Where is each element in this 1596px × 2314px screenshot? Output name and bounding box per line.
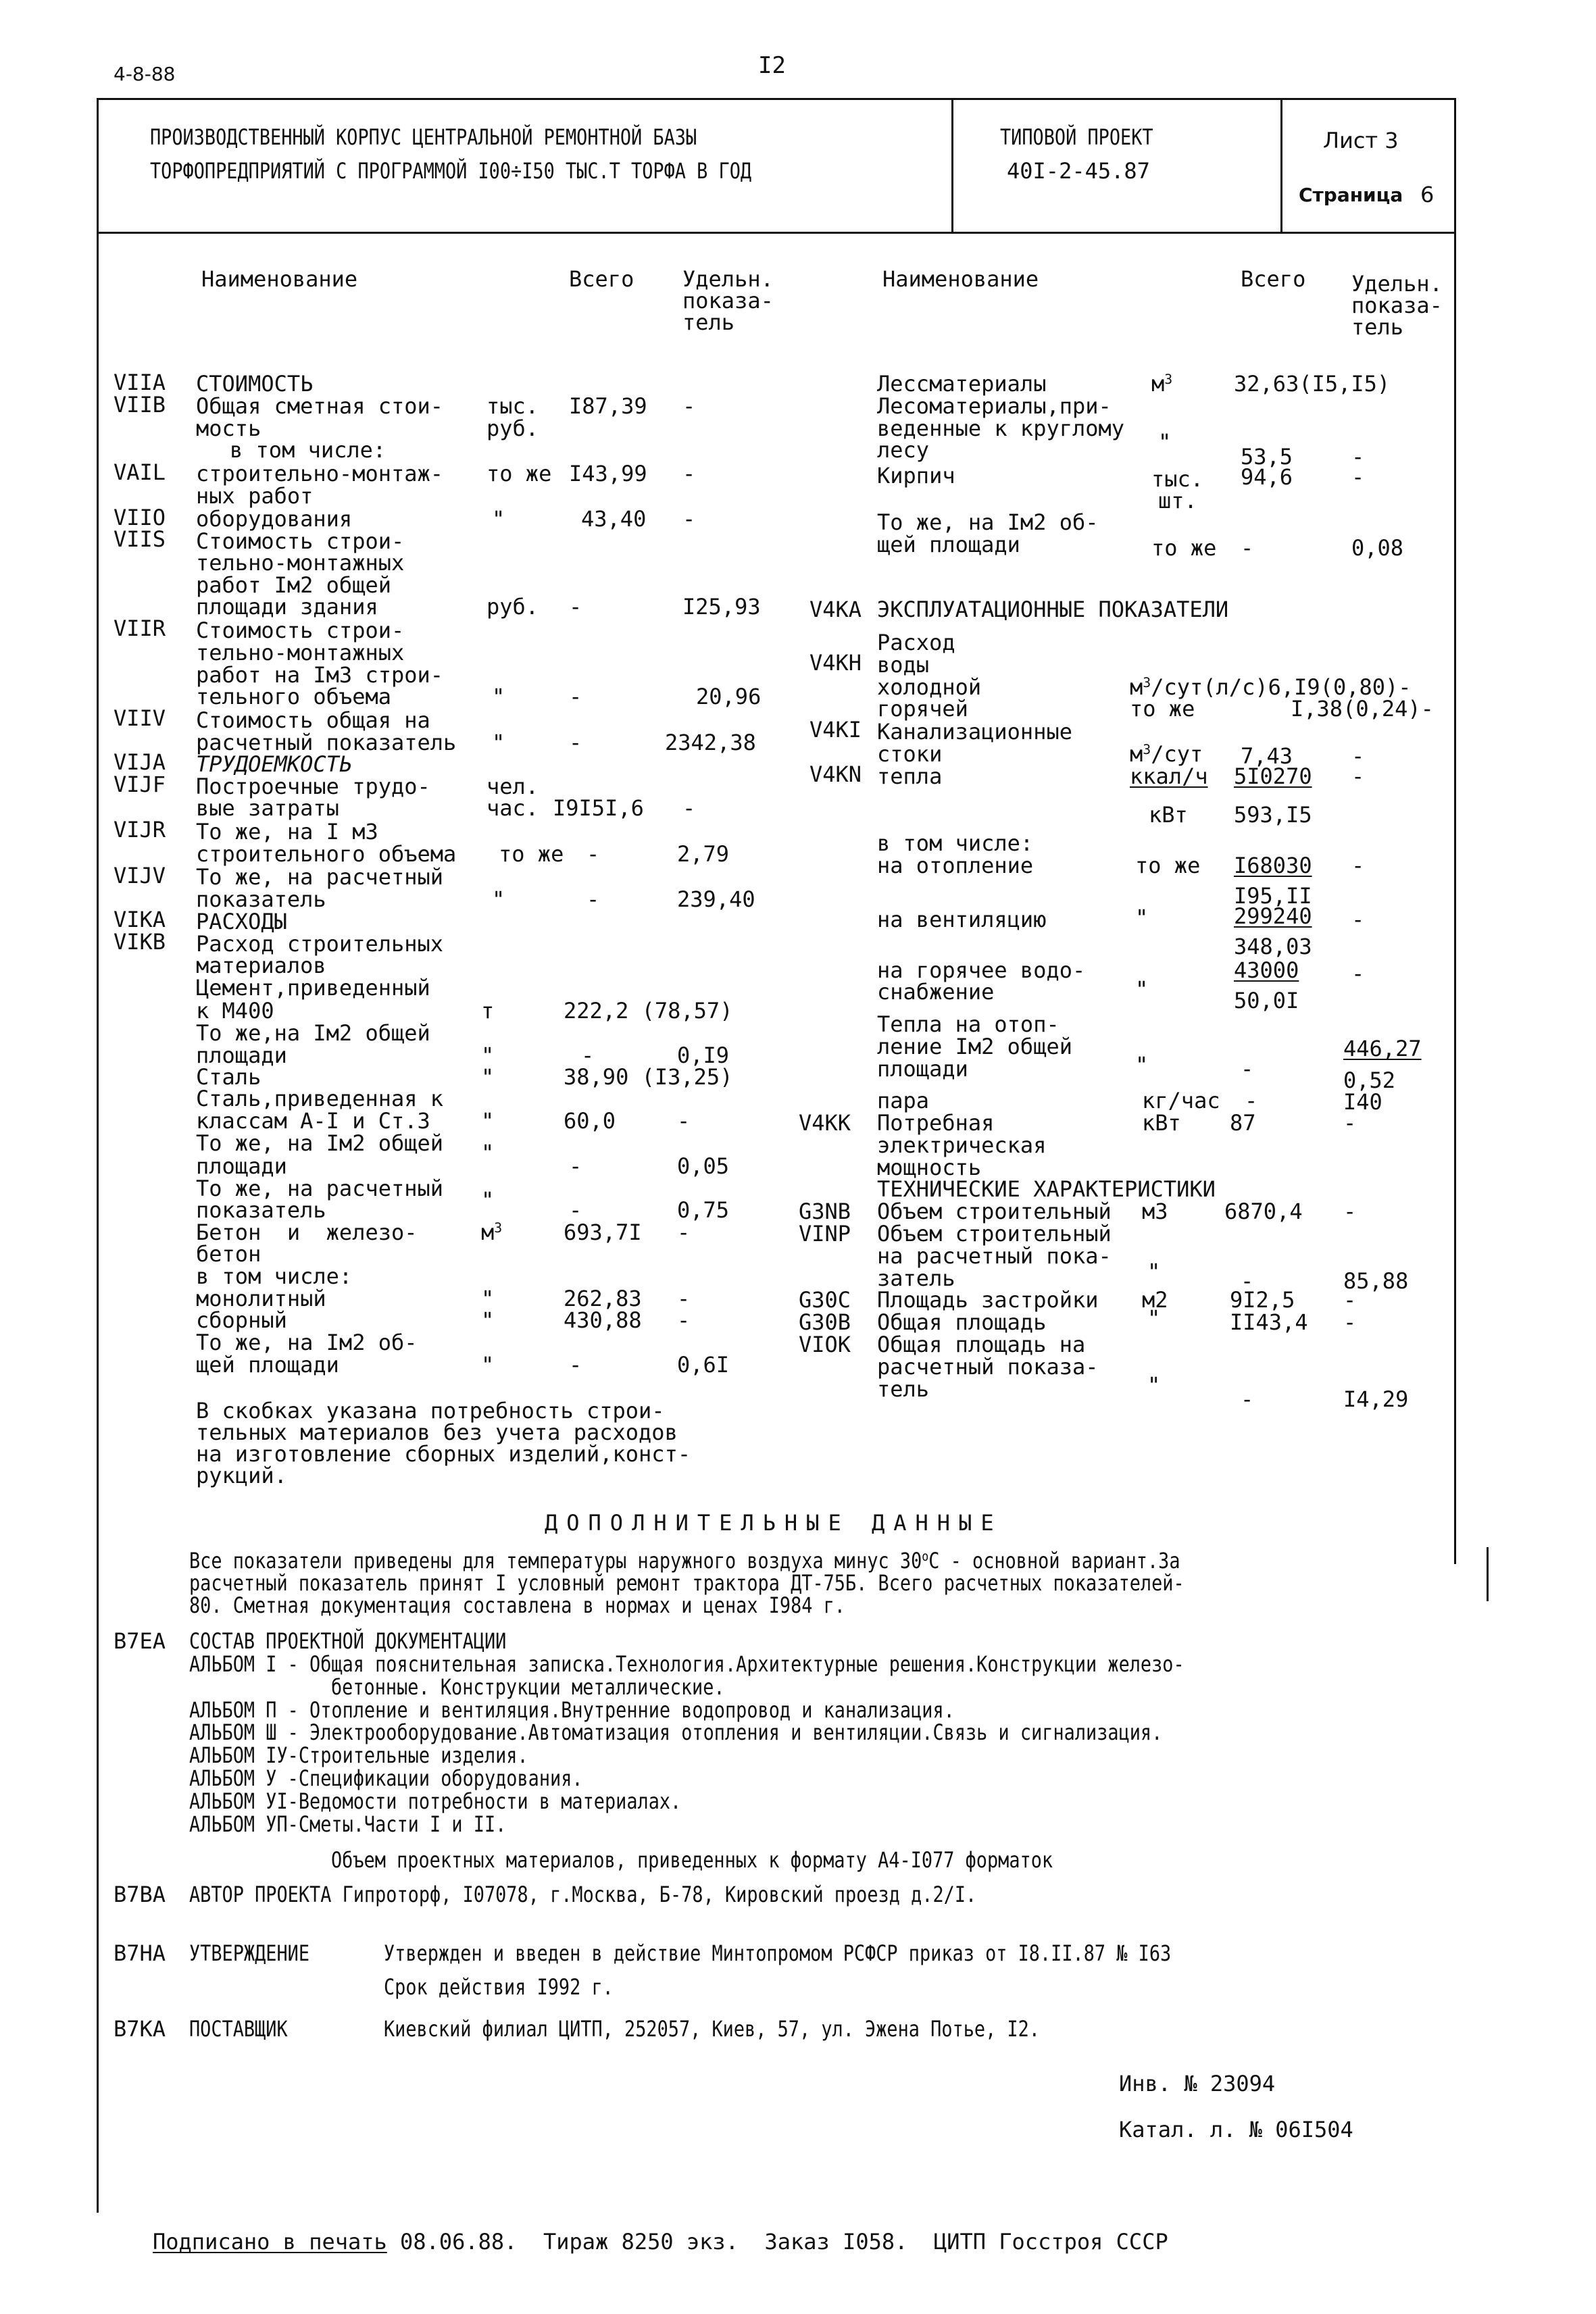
row-unit: " bbox=[1135, 1052, 1149, 1078]
row-total: - bbox=[569, 730, 582, 755]
row-total: 7,43 bbox=[1241, 743, 1293, 769]
row-specific: 0,I9 bbox=[677, 1042, 730, 1068]
col-name-left: Наименование bbox=[201, 266, 358, 292]
row-specific: 0,6I bbox=[677, 1352, 730, 1378]
row-label: РАСХОДЫ bbox=[196, 909, 287, 934]
row-code: VAIL bbox=[114, 459, 166, 485]
footnote-line: тельных материалов без учета расходов bbox=[196, 1419, 678, 1445]
row-total: 87 bbox=[1230, 1110, 1256, 1136]
row-unit: кг/час bbox=[1142, 1088, 1220, 1113]
row-unit: " bbox=[492, 886, 505, 912]
row-specific: - bbox=[677, 1108, 691, 1134]
row-label: площади bbox=[196, 1042, 287, 1068]
section-heading: ТЕХНИЧЕСКИЕ ХАРАКТЕРИСТИКИ bbox=[877, 1176, 1216, 1202]
row-label: площади bbox=[877, 1056, 968, 1082]
row-unit: " bbox=[481, 1042, 495, 1068]
row-code: VIJV bbox=[114, 863, 166, 888]
row-unit: кВт bbox=[1142, 1110, 1181, 1136]
row-label: щей площади bbox=[877, 532, 1020, 557]
paragraph-line: расчетный показатель принят I условный ремонт трактора ДТ-75Б. Всего расчетных показателей- bbox=[189, 1570, 1184, 1596]
frame-right bbox=[1454, 98, 1456, 1564]
row-specific: - bbox=[1343, 1309, 1357, 1335]
row-label: Кирпич bbox=[877, 463, 955, 488]
row-specific: - bbox=[1351, 444, 1365, 470]
row-label: тепла bbox=[877, 763, 943, 789]
unit-superscript: 3 bbox=[494, 1220, 503, 1236]
print-footer-signed: Подписано в печать bbox=[153, 2229, 387, 2255]
row-label: Стоимость строи- bbox=[196, 528, 405, 554]
row-code: VIJA bbox=[114, 749, 166, 775]
row-code: V4KH bbox=[809, 650, 862, 676]
row-label: ных работ bbox=[196, 483, 314, 509]
row-label: работ на Iм3 строи- bbox=[196, 662, 444, 688]
row-label: электрическая bbox=[877, 1132, 1047, 1158]
row-unit: " bbox=[492, 506, 505, 532]
row-specific: I4,29 bbox=[1343, 1386, 1409, 1412]
row-label: тельно-монтажных bbox=[196, 640, 405, 665]
row-label: снабжение bbox=[877, 979, 995, 1005]
row-total: - bbox=[1241, 535, 1254, 561]
row-specific: - bbox=[1343, 1287, 1357, 1313]
row-label: Общая сметная стои- bbox=[196, 393, 444, 419]
row-label: Общая площадь на bbox=[877, 1332, 1086, 1357]
row-unit: т bbox=[481, 998, 495, 1024]
row-label: Тепла на отоп- bbox=[877, 1011, 1059, 1037]
row-unit: то же bbox=[1135, 853, 1201, 878]
row-specific: - bbox=[1351, 853, 1365, 878]
page-value: 6 bbox=[1420, 182, 1435, 207]
volume-line: Объем проектных материалов, приведенных к формату А4-I077 форматок bbox=[331, 1847, 1053, 1873]
row-label: оборудования bbox=[196, 506, 353, 532]
page-number: I2 bbox=[758, 52, 786, 79]
row-total: 32,63(I5,I5) bbox=[1234, 371, 1391, 397]
row-unit: " bbox=[1158, 429, 1172, 455]
row-label: монолитный bbox=[196, 1286, 326, 1311]
row-total: I9I5I,6 bbox=[553, 795, 644, 821]
col-total-left: Всего bbox=[569, 266, 634, 292]
row-specific: 2,79 bbox=[677, 841, 730, 867]
row-specific: - bbox=[1351, 464, 1365, 490]
row-code: V4KK bbox=[799, 1110, 851, 1136]
row-specific: - bbox=[677, 1286, 691, 1311]
row-unit bbox=[481, 1219, 503, 1245]
row-label: тельно-монтажных bbox=[196, 550, 405, 576]
row-label: Объем строительный bbox=[877, 1199, 1112, 1224]
row-unit bbox=[1151, 373, 1172, 395]
row-specific: I25,93 bbox=[682, 594, 761, 620]
row-label: Расход bbox=[877, 630, 955, 655]
row-label: в том числе: bbox=[230, 437, 386, 463]
row-total: I68030 bbox=[1234, 853, 1312, 878]
row-total: 430,88 bbox=[564, 1307, 642, 1333]
row-code: VINP bbox=[799, 1221, 851, 1247]
row-label: вые затраты bbox=[196, 795, 339, 821]
row-total: 693,7I bbox=[564, 1219, 642, 1245]
row-unit: руб. bbox=[487, 594, 539, 620]
row-total: - bbox=[581, 1042, 595, 1068]
row-label: расчетный показатель bbox=[196, 730, 457, 755]
row-unit bbox=[1130, 743, 1203, 765]
row-label: мость bbox=[196, 416, 261, 441]
row-code: VIIS bbox=[114, 526, 166, 552]
section-title: ДОПОЛНИТЕЛЬНЫЕ ДАННЫЕ bbox=[545, 1510, 1003, 1536]
unit-superscript: 3 bbox=[1143, 675, 1151, 691]
row-label: Лесоматериалы,при- bbox=[877, 393, 1112, 419]
col-spec-left-1: Удельн. bbox=[682, 266, 774, 292]
title-line-2: ТОРФОПРЕДПРИЯТИЙ С ПРОГРАММОЙ I00÷I50 ТЫС.Т ТОРФА В ГОД bbox=[150, 158, 752, 184]
row-specific: 0,52 bbox=[1343, 1067, 1396, 1093]
row-label: лесу bbox=[877, 437, 930, 463]
unit-text: м bbox=[1130, 674, 1143, 700]
row-specific: - bbox=[677, 1219, 691, 1245]
row-label: Расход строительных bbox=[196, 931, 444, 957]
row-unit: тыс. bbox=[1151, 466, 1204, 492]
row-code: VIKB bbox=[114, 929, 166, 955]
row-label: затель bbox=[877, 1265, 955, 1291]
row-label: Сталь bbox=[196, 1064, 261, 1090]
row-label: холодной bbox=[877, 674, 982, 700]
row-code: G30B bbox=[799, 1309, 851, 1335]
album-line: АЛЬБОМ IУ-Строительные изделия. bbox=[189, 1742, 528, 1768]
row-code: VIIO bbox=[114, 505, 166, 530]
row-total: - bbox=[569, 1352, 582, 1378]
unit-text: м bbox=[1130, 741, 1143, 767]
row-unit: " bbox=[1135, 905, 1149, 930]
row-unit: " bbox=[481, 1140, 495, 1165]
row-label: бетон bbox=[196, 1241, 261, 1267]
row-specific: 0,08 bbox=[1351, 535, 1404, 561]
row-code: VIIA bbox=[114, 370, 166, 395]
row-label: работ Iм2 общей bbox=[196, 572, 391, 598]
row-specific: 446,27 bbox=[1343, 1036, 1422, 1061]
paragraph-text: С - основной вариант.За bbox=[928, 1548, 1180, 1574]
approval-line: Утвержден и введен в действие Минтопромом РСФСР приказ от I8.II.87 № I63 bbox=[384, 1940, 1172, 1966]
row-total: - bbox=[1245, 1088, 1258, 1113]
row-specific: - bbox=[1351, 907, 1365, 932]
row-code: VIJR bbox=[114, 817, 166, 842]
row-unit: шт. bbox=[1158, 488, 1197, 513]
row-unit: " bbox=[1147, 1305, 1161, 1331]
row-specific: 20,96 bbox=[696, 684, 762, 709]
row-unit: " bbox=[492, 684, 505, 709]
row-unit: то же bbox=[1151, 535, 1217, 561]
paragraph-line: 80. Сметная документация составлена в нормах и ценах I984 г. bbox=[189, 1592, 845, 1618]
row-unit: то же bbox=[487, 461, 552, 486]
row-label: материалов bbox=[196, 953, 326, 978]
title-line-1: ПРОИЗВОДСТВЕННЫЙ КОРПУС ЦЕНТРАЛЬНОЙ РЕМОНТНОЙ БАЗЫ bbox=[150, 124, 697, 150]
row-specific: - bbox=[682, 393, 696, 419]
row-label: тель bbox=[877, 1376, 930, 1402]
row-total: 9I2,5 bbox=[1230, 1287, 1295, 1313]
author-line: АВТОР ПРОЕКТА Гипроторф, I07078, г.Москва, Б-78, Кировский проезд д.2/I. bbox=[189, 1882, 977, 1907]
row-label: Потребная bbox=[877, 1110, 995, 1136]
row-unit: " bbox=[481, 1307, 495, 1333]
row-unit: кВт bbox=[1149, 802, 1188, 828]
row-code: VIIR bbox=[114, 615, 166, 641]
footnote-line: В скобках указана потребность строи- bbox=[196, 1398, 665, 1424]
project-number: 40I-2-45.87 bbox=[1007, 158, 1150, 184]
section-code: В7НА bbox=[114, 1940, 166, 1966]
section-heading: ПОСТАВЩИК bbox=[189, 2016, 288, 2042]
paragraph-text: Все показатели приведены для температуры наружного воздуха минус 30 bbox=[189, 1548, 922, 1574]
row-total: - bbox=[569, 684, 582, 709]
row-specific: - bbox=[1343, 1199, 1357, 1224]
frame-top bbox=[97, 98, 1456, 100]
row-label: к М400 bbox=[196, 998, 274, 1024]
row-unit: " bbox=[481, 1352, 495, 1378]
row-code: G30C bbox=[799, 1287, 851, 1313]
row-total: 5I0270 bbox=[1234, 763, 1312, 789]
row-total: - bbox=[1241, 1386, 1254, 1412]
footnote-line: рукций. bbox=[196, 1463, 287, 1488]
row-label: То же, на расчетный bbox=[196, 864, 444, 890]
footnote-line: на изготовление сборных изделий,конст- bbox=[196, 1441, 691, 1467]
row-label: Общая площадь bbox=[877, 1309, 1047, 1335]
row-label: на отопление bbox=[877, 853, 1034, 878]
margin-mark bbox=[1487, 1547, 1489, 1601]
row-label: Площадь застройки bbox=[877, 1287, 1099, 1313]
row-label: тельного объема bbox=[196, 684, 391, 709]
row-unit: " bbox=[481, 1286, 495, 1311]
row-unit: м3 bbox=[1142, 1199, 1168, 1224]
row-unit: " bbox=[492, 730, 505, 755]
row-label: Построечные трудо- bbox=[196, 774, 430, 799]
col-spec-right-3: тель bbox=[1351, 314, 1404, 340]
section-code: В7ЕА bbox=[114, 1628, 166, 1654]
row-specific: - bbox=[1343, 1110, 1357, 1136]
album-line: АЛЬБОМ УП-Сметы.Части I и II. bbox=[189, 1811, 507, 1837]
row-total: 43000 bbox=[1234, 957, 1299, 983]
row-label: Цемент,приведенный bbox=[196, 975, 430, 1001]
section-heading: ЭКСПЛУАТАЦИОННЫЕ ПОКАЗАТЕЛИ bbox=[877, 597, 1229, 622]
row-total: 94,6 bbox=[1241, 464, 1293, 490]
section-code: В7КА bbox=[114, 2016, 166, 2042]
row-label: расчетный показа- bbox=[877, 1354, 1099, 1380]
row-label: То же, на Iм2 об- bbox=[196, 1330, 418, 1355]
col-total-right: Всего bbox=[1241, 266, 1306, 292]
frame-left bbox=[97, 98, 99, 2213]
row-label: То же, на Iм2 общей bbox=[196, 1130, 444, 1156]
row-unit: " bbox=[481, 1064, 495, 1090]
col-spec-left-2: показа- bbox=[682, 288, 774, 313]
row-total: 38,90 (I3,25) bbox=[564, 1064, 733, 1090]
row-total: I95,II bbox=[1234, 883, 1312, 909]
project-label: ТИПОВОЙ ПРОЕКТ bbox=[1000, 124, 1153, 150]
section-heading: СОСТАВ ПРОЕКТНОЙ ДОКУМЕНТАЦИИ bbox=[189, 1628, 507, 1654]
row-label: ТРУДОЕМКОСТЬ bbox=[196, 751, 353, 777]
row-total: 593,I5 bbox=[1234, 802, 1312, 828]
row-unit: тыс. bbox=[487, 393, 539, 419]
row-unit: чел. bbox=[487, 774, 539, 799]
row-code: G3NB bbox=[799, 1199, 851, 1224]
album-line: АЛЬБОМ П - Отопление и вентиляция.Внутренние водопровод и канализация. bbox=[189, 1697, 955, 1723]
row-code: VIKA bbox=[114, 907, 166, 932]
album-line: АЛЬБОМ I - Общая пояснительная записка.Технология.Архитектурные решения.Конструкции железо- bbox=[189, 1651, 1184, 1677]
row-label: мощность bbox=[877, 1155, 982, 1180]
row-unit: " bbox=[1147, 1372, 1161, 1398]
row-specific: - bbox=[677, 1307, 691, 1333]
row-label: То же, на расчетный bbox=[196, 1176, 444, 1201]
row-unit: " bbox=[1135, 976, 1149, 1002]
frame-header-bottom bbox=[97, 232, 1456, 234]
row-total: 50,0I bbox=[1234, 988, 1299, 1013]
row-unit: то же bbox=[499, 841, 564, 867]
row-label: в том числе: bbox=[196, 1263, 353, 1289]
row-total: 222,2 (78,57) bbox=[564, 998, 733, 1024]
album-line: АЛЬБОМ У -Спецификации оборудования. bbox=[189, 1765, 583, 1791]
row-label: пара bbox=[877, 1088, 930, 1113]
print-footer-details: 08.06.88. Тираж 8250 экз. Заказ I058. ЦИТП Госстроя СССР bbox=[386, 2229, 1168, 2255]
row-label: ление Iм2 общей bbox=[877, 1034, 1072, 1059]
degree-superscript: о bbox=[922, 1549, 929, 1565]
doc-code: 4-8-88 bbox=[114, 63, 176, 85]
row-total: 348,03 bbox=[1234, 934, 1312, 959]
row-label: щей площади bbox=[196, 1352, 339, 1378]
print-footer bbox=[153, 2231, 1168, 2253]
row-total: - bbox=[587, 841, 600, 867]
row-label: строительного объема bbox=[196, 841, 457, 867]
sheet-number: Лист 3 bbox=[1323, 128, 1399, 153]
row-unit: то же bbox=[1130, 696, 1195, 722]
row-unit: " bbox=[481, 1108, 495, 1134]
row-unit: час. bbox=[487, 795, 539, 821]
row-specific: - bbox=[1351, 961, 1365, 986]
approval-line: Срок действия I992 г. bbox=[384, 1974, 614, 2000]
row-specific: - bbox=[682, 461, 696, 486]
row-unit: ккал/ч bbox=[1130, 763, 1208, 789]
row-label: горячей bbox=[877, 696, 968, 722]
row-specific: 239,40 bbox=[677, 886, 755, 912]
album-line: АЛЬБОМ Ш - Электрооборудование.Автоматизация отопления и вентиляции.Связь и сигнализация. bbox=[189, 1719, 1163, 1745]
row-label: Бетон и железо- bbox=[196, 1219, 418, 1245]
row-label: Канализационные bbox=[877, 719, 1072, 745]
inventory-number: Инв. № 23094 bbox=[1119, 2071, 1276, 2096]
row-code: V4KI bbox=[809, 717, 862, 743]
section-heading: УТВЕРЖДЕНИЕ bbox=[189, 1940, 310, 1966]
row-code: V4KN bbox=[809, 761, 862, 787]
row-label: Стоимость общая на bbox=[196, 707, 430, 733]
row-total: - bbox=[569, 1197, 582, 1223]
row-specific: 2342,38 bbox=[665, 730, 756, 755]
row-label: площади здания bbox=[196, 594, 378, 620]
catalog-number: Катал. л. № 06I504 bbox=[1119, 2117, 1353, 2142]
row-label: Стоимость строи- bbox=[196, 618, 405, 643]
row-specific: - bbox=[682, 506, 696, 532]
row-total: - bbox=[587, 886, 600, 912]
unit-text: м bbox=[481, 1219, 495, 1245]
row-label: То же, на Iм2 об- bbox=[877, 509, 1099, 535]
row-total: - bbox=[1241, 1056, 1254, 1082]
unit-text: м bbox=[1151, 371, 1165, 397]
row-total: - bbox=[569, 594, 582, 620]
row-label: на расчетный пока- bbox=[877, 1243, 1112, 1269]
col-name-right: Наименование bbox=[882, 266, 1039, 292]
row-label: классам А-I и Ст.3 bbox=[196, 1108, 430, 1134]
row-label: сборный bbox=[196, 1307, 287, 1333]
header-divider-1 bbox=[951, 98, 953, 233]
col-spec-left-3: тель bbox=[682, 309, 735, 335]
row-specific: 85,88 bbox=[1343, 1268, 1409, 1294]
row-code: V4KA bbox=[809, 597, 862, 622]
unit-superscript: 3 bbox=[1164, 372, 1173, 388]
album-line: бетонные. Конструкции металлические. bbox=[331, 1674, 725, 1700]
row-total: I,38(0,24)- bbox=[1291, 696, 1434, 722]
row-total: I43,99 bbox=[569, 461, 647, 486]
section-code: В7ВА bbox=[114, 1882, 166, 1907]
row-specific: 0,05 bbox=[677, 1153, 730, 1179]
unit-text: /сут(л/с)6,I9(0,80)- bbox=[1151, 674, 1412, 700]
row-unit: " bbox=[481, 1187, 495, 1213]
row-label: строительно-монтаж- bbox=[196, 461, 444, 486]
supplier-line: Киевский филиал ЦИТП, 252057, Киев, 57, ул. Эжена Потье, I2. bbox=[384, 2016, 1040, 2042]
row-code: VIOK bbox=[799, 1332, 851, 1357]
col-spec-right-1: Удельн. bbox=[1351, 271, 1443, 297]
row-code: VIIB bbox=[114, 392, 166, 418]
row-unit bbox=[1130, 676, 1412, 698]
row-unit: м2 bbox=[1142, 1287, 1168, 1313]
row-total: 53,5 bbox=[1241, 444, 1293, 470]
row-label: То же, на I м3 bbox=[196, 819, 378, 845]
row-specific: - bbox=[1351, 763, 1365, 789]
row-label: Объем строительный bbox=[877, 1221, 1112, 1247]
row-label: То же,на Iм2 общей bbox=[196, 1020, 430, 1046]
row-label: Сталь,приведенная к bbox=[196, 1086, 444, 1111]
row-code: VIJF bbox=[114, 772, 166, 797]
row-total: - bbox=[569, 1153, 582, 1179]
header-divider-2 bbox=[1280, 98, 1282, 233]
row-total: 60,0 bbox=[564, 1108, 616, 1134]
paragraph-line bbox=[189, 1548, 1180, 1574]
row-unit: " bbox=[1147, 1259, 1161, 1284]
row-label: показатель bbox=[196, 1197, 326, 1223]
row-total: 262,83 bbox=[564, 1286, 642, 1311]
unit-text: /сут bbox=[1151, 741, 1203, 767]
row-specific: - bbox=[1351, 743, 1365, 769]
row-label: в том числе: bbox=[877, 830, 1034, 856]
row-specific: 0,75 bbox=[677, 1197, 730, 1223]
row-label: СТОИМОСТЬ bbox=[196, 371, 314, 397]
row-label: на горячее водо- bbox=[877, 957, 1086, 983]
row-label: воды bbox=[877, 652, 930, 678]
row-unit: руб. bbox=[487, 416, 539, 441]
row-label: веденные к круглому bbox=[877, 416, 1125, 441]
row-label: на вентиляцию bbox=[877, 907, 1047, 932]
row-label: стоки bbox=[877, 741, 943, 767]
row-code: VIIV bbox=[114, 705, 166, 731]
row-total: I87,39 bbox=[569, 393, 647, 419]
row-label: Лесcматериалы bbox=[877, 371, 1047, 397]
row-label: площади bbox=[196, 1153, 287, 1179]
row-total: - bbox=[1241, 1268, 1254, 1294]
row-total: 299240 bbox=[1234, 903, 1312, 929]
row-specific: I40 bbox=[1343, 1089, 1382, 1115]
page-label: Страница bbox=[1299, 184, 1403, 206]
row-total: 43,40 bbox=[581, 506, 647, 532]
row-specific: - bbox=[682, 795, 696, 821]
unit-superscript: 3 bbox=[1143, 742, 1151, 758]
row-label: показатель bbox=[196, 886, 326, 912]
col-spec-right-2: показа- bbox=[1351, 293, 1443, 318]
row-total: II43,4 bbox=[1230, 1309, 1308, 1335]
row-total: 6870,4 bbox=[1224, 1199, 1303, 1224]
album-line: АЛЬБОМ УI-Ведомости потребности в материалах. bbox=[189, 1788, 682, 1814]
